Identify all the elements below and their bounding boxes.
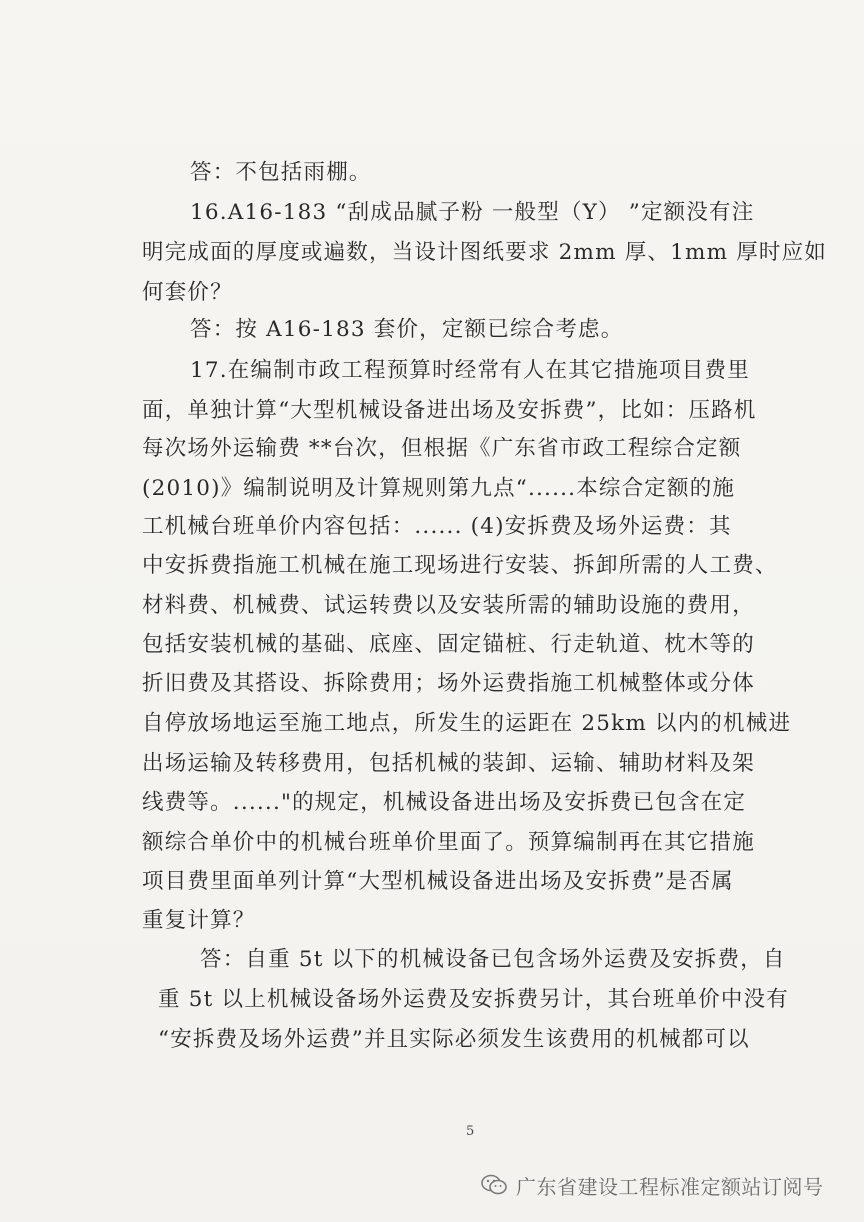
question-17-line-13: 额综合单价中的机械台班单价里面了。预算编制再在其它措施 [142,830,755,855]
answer-17-line-3: “安拆费及场外运费”并且实际必须发生该费用的机械都可以 [158,1027,750,1052]
question-17-line-1: 17.在编制市政工程预算时经常有人在其它措施项目费里 [190,358,750,383]
question-17-line-8: 包括安装机械的基础、底座、固定锚桩、行走轨道、枕木等的 [142,632,755,657]
page-number: 5 [466,1124,475,1139]
question-16-line-3: 何套价？ [142,280,233,305]
answer-16: 答：按 A16-183 套价，定额已综合考虑。 [190,317,624,342]
answer-17-line-1: 答：自重 5t 以下的机械设备已包含场外运费及安拆费，自 [200,947,786,972]
question-17-line-10: 自停放场地运至施工地点，所发生的运距在 25km 以内的机械进 [142,711,792,736]
question-17-line-7: 材料费、机械费、试运转费以及安装所需的辅助设施的费用， [142,593,755,618]
question-17-line-3: 每次场外运输费 **台次，但根据《广东省市政工程综合定额 [142,436,742,461]
question-17-line-4: (2010)》编制说明及计算规则第九点“......本综合定额的施 [142,476,736,501]
question-17-line-5: 工机械台班单价内容包括：...... (4)安拆费及场外运费：其 [142,514,732,539]
question-17-line-11: 出场运输及转移费用，包括机械的装卸、运输、辅助材料及架 [142,751,755,776]
watermark-text: 广东省建设工程标准定额站订阅号 [516,1174,824,1199]
question-17-line-6: 中安拆费指施工机械在施工现场进行安装、拆卸所需的人工费、 [142,553,778,578]
question-17-line-2: 面，单独计算“大型机械设备进出场及安拆费”，比如：压路机 [142,398,757,423]
question-16-line-2: 明完成面的厚度或遍数，当设计图纸要求 2mm 厚、1mm 厚时应如 [142,240,828,265]
question-17-line-15: 重复计算？ [142,908,256,933]
answer-15: 答：不包括雨棚。 [190,160,372,185]
question-16-line-1: 16.A16-183 “刮成品腻子粉 一般型（Y） ”定额没有注 [190,200,755,225]
answer-17-line-2: 重 5t 以上机械设备场外运费及安拆费另计，其台班单价中没有 [158,987,789,1012]
question-17-line-12: 线费等。......"的规定，机械设备进出场及安拆费已包含在定 [142,790,747,815]
question-17-line-9: 折旧费及其搭设、拆除费用；场外运费指施工机械整体或分体 [142,671,755,696]
question-17-line-14: 项目费里面单列计算“大型机械设备进出场及安拆费”是否属 [142,869,734,894]
wechat-watermark [480,1168,824,1202]
wechat-icon [480,1173,508,1197]
